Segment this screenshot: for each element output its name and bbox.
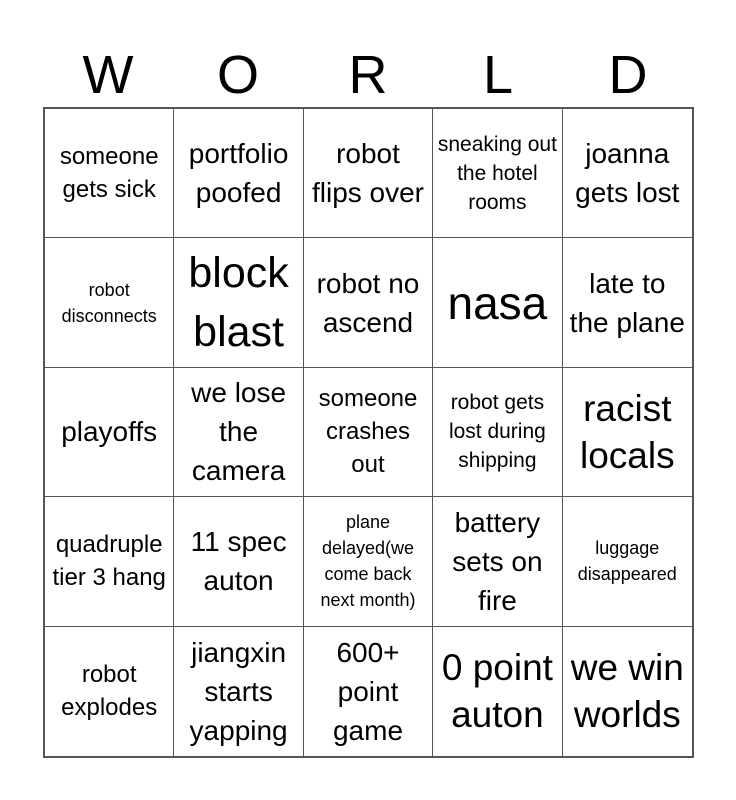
- bingo-cell-r1c3[interactable]: [304, 109, 433, 238]
- header-letter-r: R: [348, 45, 388, 105]
- bingo-cell-r1c4[interactable]: [433, 109, 562, 238]
- bingo-cell-text: nasa: [447, 276, 548, 329]
- bingo-cell-text: late to the plane: [569, 267, 685, 338]
- bingo-cell-r2c5[interactable]: [563, 238, 692, 367]
- bingo-cell-text: jiangxin starts yapping: [189, 636, 288, 746]
- bingo-cell-text: we win worlds: [570, 647, 684, 736]
- bingo-cell-text: joanna gets lost: [575, 138, 680, 209]
- bingo-cell-text: robot gets lost during shipping: [448, 391, 546, 473]
- header-letter-w: W: [82, 45, 134, 105]
- bingo-cell-text: playoffs: [61, 416, 158, 448]
- bingo-cell-text: 600+ point game: [332, 636, 404, 746]
- bingo-cell-r2c1[interactable]: [45, 238, 174, 367]
- bingo-cell-r3c3[interactable]: [304, 368, 433, 497]
- header-letter-d: D: [608, 45, 648, 105]
- bingo-cell-text: robot disconnects: [61, 279, 157, 326]
- bingo-cell-r2c3[interactable]: [304, 238, 433, 367]
- bingo-cell-r1c5[interactable]: [563, 109, 692, 238]
- bingo-cell-r5c3[interactable]: [304, 627, 433, 756]
- bingo-cell-r5c2[interactable]: [174, 627, 303, 756]
- bingo-cell-r3c5[interactable]: [563, 368, 692, 497]
- bingo-cell-text: robot no ascend: [316, 267, 420, 338]
- bingo-cell-text: block blast: [188, 248, 289, 356]
- bingo-cell-r3c2[interactable]: [174, 368, 303, 497]
- bingo-cell-r3c1[interactable]: [45, 368, 174, 497]
- bingo-cell-r4c2[interactable]: [174, 497, 303, 626]
- bingo-cell-r4c3[interactable]: [304, 497, 433, 626]
- bingo-cell-r3c4[interactable]: [433, 368, 562, 497]
- bingo-cell-r4c5[interactable]: [563, 497, 692, 626]
- bingo-cell-text: battery sets on fire: [452, 506, 543, 616]
- bingo-cell-text: 0 point auton: [441, 647, 553, 736]
- header-letter-l: L: [482, 45, 514, 105]
- bingo-cell-text: plane delayed(we come back next month): [320, 512, 416, 611]
- bingo-cell-text: sneaking out the hotel rooms: [437, 132, 557, 214]
- bingo-cell-r1c1[interactable]: [45, 109, 174, 238]
- bingo-cell-r4c1[interactable]: [45, 497, 174, 626]
- bingo-cell-text: robot flips over: [311, 138, 425, 209]
- bingo-cell-text: portfolio poofed: [188, 138, 289, 209]
- bingo-cell-text: luggage disappeared: [577, 538, 677, 585]
- bingo-cell-r5c5[interactable]: [563, 627, 692, 756]
- header-letter-o: O: [216, 45, 259, 105]
- bingo-cell-r5c1[interactable]: [45, 627, 174, 756]
- bingo-cell-r4c4[interactable]: [433, 497, 562, 626]
- bingo-cell-text: we lose the camera: [191, 377, 287, 487]
- bingo-cell-text: someone gets sick: [59, 143, 159, 204]
- bingo-board: [43, 107, 694, 758]
- bingo-cell-r2c4[interactable]: [433, 238, 562, 367]
- bingo-cell-text: 11 spec auton: [190, 526, 287, 597]
- bingo-cell-r1c2[interactable]: [174, 109, 303, 238]
- bingo-cell-text: someone crashes out: [318, 385, 418, 479]
- bingo-cell-text: robot explodes: [61, 661, 158, 722]
- bingo-cell-text: quadruple tier 3 hang: [52, 531, 166, 592]
- bingo-cell-text: racist locals: [579, 387, 675, 476]
- bingo-cell-r5c4[interactable]: [433, 627, 562, 756]
- bingo-cell-r2c2[interactable]: [174, 238, 303, 367]
- bingo-header: [43, 42, 693, 108]
